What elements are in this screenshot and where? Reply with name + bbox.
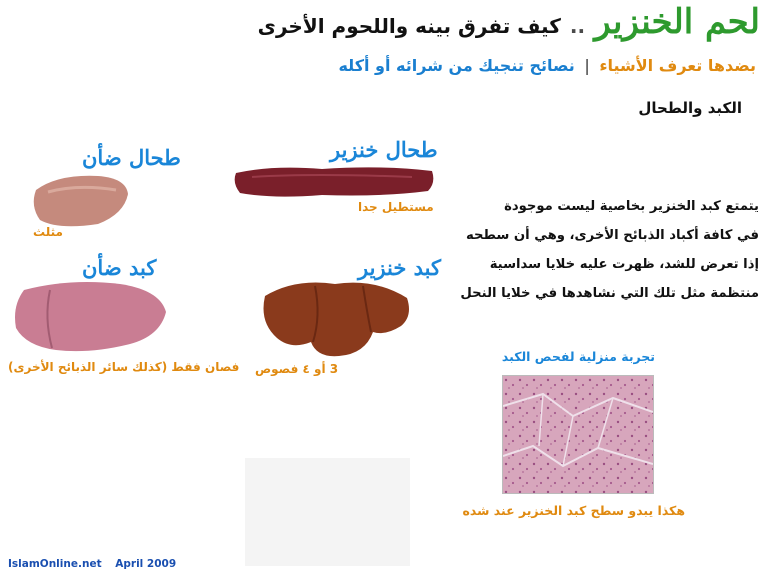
- section-title: الكبد والطحال: [638, 99, 742, 117]
- experiment-caption: هكذا يبدو سطح كبد الخنزير عند شده: [462, 503, 685, 518]
- footer-site: IslamOnline.net: [8, 558, 102, 570]
- pork-liver-image: [255, 276, 415, 361]
- subtitle-tips: نصائح تنجيك من شرائه أو أكله: [338, 56, 575, 75]
- subtitle-proverb: بضدها تعرف الأشياء: [599, 56, 756, 75]
- pork-liver-caption: 3 أو ٤ فصوص: [255, 362, 339, 376]
- subtitle: [336, 56, 756, 75]
- lamb-liver-caption: فصان فقط (كذلك سائر الذبائح الأخرى): [8, 360, 240, 374]
- pork-spleen-label: طحال خنزير: [330, 137, 438, 162]
- subtitle-divider: |: [584, 56, 590, 75]
- footer: [8, 558, 186, 570]
- lamb-liver-label: كبد ضأن: [82, 255, 157, 280]
- image-placeholder: [245, 458, 410, 566]
- page-title: [257, 2, 760, 42]
- title-main: لحم الخنزير: [594, 2, 760, 42]
- experiment-title: تجربة منزلية لفحص الكبد: [501, 349, 655, 364]
- pork-spleen-caption: مستطيل جدا: [358, 200, 434, 214]
- liver-micrograph-image: [502, 375, 654, 494]
- title-subheading: كيف تفرق بينه واللحوم الأخرى: [257, 14, 561, 38]
- title-separator: ..: [569, 14, 586, 38]
- lamb-spleen-caption: مثلث: [33, 225, 63, 239]
- pork-liver-label: كبد خنزير: [358, 255, 442, 280]
- lamb-spleen-label: طحال ضأن: [82, 145, 181, 170]
- lamb-liver-image: [10, 278, 170, 356]
- paragraph-line: منتظمة مثل تلك التي نشاهدها في خلايا النحل: [460, 286, 759, 301]
- description-paragraph: [460, 192, 759, 308]
- paragraph-line: في كافة أكباد الذبائح الأخرى، وهي أن سطحه: [465, 228, 759, 243]
- pork-spleen-image: [232, 163, 437, 201]
- paragraph-line: يتمتع كبد الخنزير بخاصية ليست موجودة: [504, 199, 759, 214]
- footer-date: April 2009: [115, 558, 177, 570]
- lamb-spleen-image: [28, 170, 133, 232]
- paragraph-line: إذا تعرض للشد، ظهرت عليه خلايا سداسية: [489, 257, 759, 272]
